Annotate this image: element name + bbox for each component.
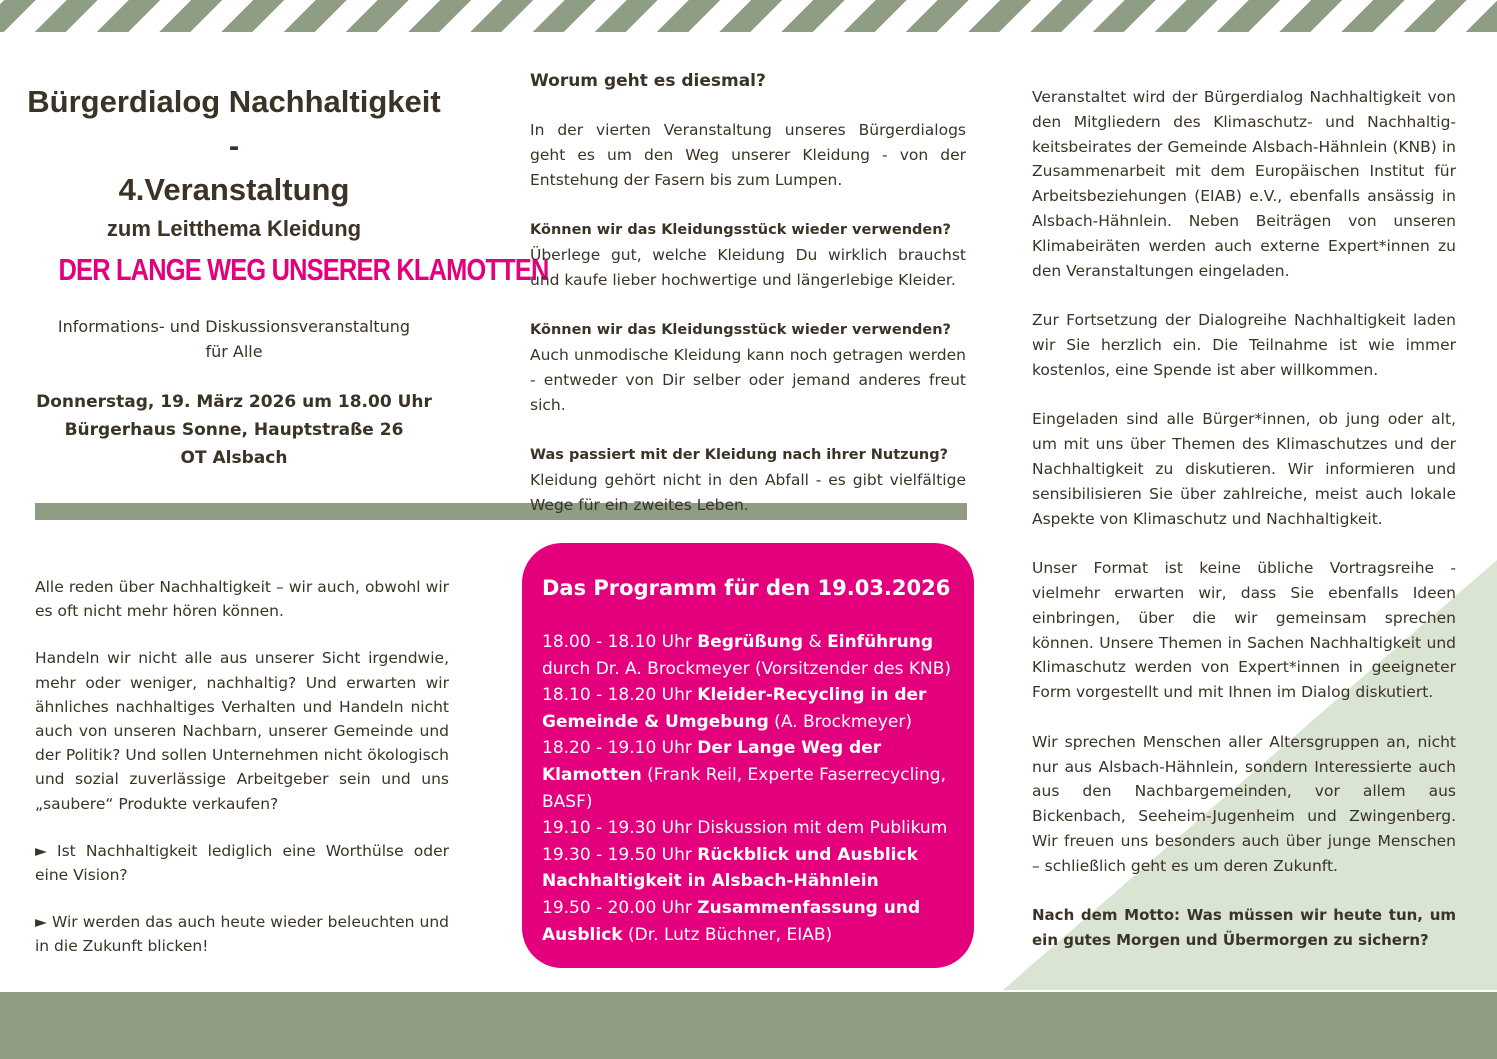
top-stripe-band	[0, 0, 1497, 32]
topic-question: Können wir das Kleidungsstück wieder verwenden?	[530, 322, 951, 339]
program-topic: Kleider-Recycling in der Gemeinde & Umgebung	[542, 685, 927, 732]
event-info	[20, 314, 448, 364]
organizer-section	[1032, 85, 1456, 978]
audience-paragraph: Eingeladen sind alle Bürger*innen, ob jung oder alt, um mit uns über Themen des Klimaschutzes und der Nachhaltigkeit zu diskutieren. Wir informieren und sensibilisieren Sie über zahlreiche, meist auch lokale Aspekte von Klimaschutz und Nachhaltigkeit.	[1032, 410, 1456, 528]
program-speaker: (Frank Reil, Experte Faserrecycling, BASF)	[542, 764, 946, 812]
info-line: Informations- und Diskussionsveranstaltung	[57, 317, 411, 336]
intro-bullet: ► Ist Nachhaltigkeit lediglich eine Worthülse oder eine Vision?	[35, 841, 449, 885]
event-header	[20, 80, 549, 472]
program-connector: &	[803, 632, 828, 652]
topic-block	[530, 442, 966, 517]
event-title: Bürgerdialog Nachhaltigkeit -	[27, 84, 441, 163]
topic-answer: Auch unmodische Kleidung kann noch getragen werden - entweder von Dir selber oder jemand anderes freut sich.	[530, 346, 966, 414]
intro-paragraph: Alle reden über Nachhaltigkeit – wir auch, obwohl wir es oft nicht mehr hören können.	[35, 578, 449, 621]
topic-answer: Kleidung gehört nicht in den Abfall - es gibt vielfältige Wege für ein zweites Leben.	[530, 471, 966, 514]
intro-text	[35, 575, 449, 982]
program-item	[542, 629, 964, 682]
topic-intro: In der vierten Veranstaltung unseres Bürgerdialogs geht es um den Weg unserer Kleidung - von der Entstehung der Fasern bis zum Lumpen.	[530, 121, 966, 189]
topic-heading: Worum geht es diesmal?	[530, 71, 766, 91]
event-date: Donnerstag, 19. März 2026 um 18.00 Uhr	[36, 392, 432, 412]
event-venue: Bürgerhaus Sonne, Hauptstraße 26	[64, 420, 404, 440]
program-item	[542, 842, 964, 895]
program-speaker: (Dr. Lutz Büchner, EIAB)	[622, 924, 833, 945]
program-item	[542, 735, 964, 815]
event-number: 4.Veranstaltung	[118, 172, 350, 207]
program-topic: Zusammenfassung und Ausblick	[542, 897, 921, 945]
program-item	[542, 815, 964, 842]
format-paragraph: Unser Format ist keine übliche Vortragsreihe - vielmehr erwarten wir, dass Sie ebenfalls Ideen einbringen, über die wir gemeinsam sprechen können. Unsere Themen in Sachen Nachhaltigkeit und Klimaschutz werden von Expert*innen in geeigneter Form vorgestellt und mit Ihnen im Dialog diskutiert.	[1032, 559, 1456, 702]
event-date-venue	[20, 388, 448, 472]
target-group-paragraph: Wir sprechen Menschen aller Altersgruppen an, nicht nur aus Alsbach-Hähnlein, sondern Interessierte auch aus den Nachbargemeinden, vor allem aus Bickenbach, Seeheim-Jugenheim und Zwingenberg. Wir freuen uns besonders auch über junge Menschen – schließlich geht es um deren Zukunft.	[1032, 732, 1456, 875]
program-time: 19.30 - 19.50 Uhr	[542, 844, 698, 865]
program-time: 19.50 - 20.00 Uhr	[542, 897, 698, 918]
program-speaker: (A. Brockmeyer)	[768, 711, 912, 732]
program-item	[542, 895, 964, 948]
program-title: Das Programm für den 19.03.2026	[542, 576, 951, 600]
invitation-paragraph: Zur Fortsetzung der Dialogreihe Nachhaltigkeit laden wir Sie herzlich ein. Die Teilnahme ist wie immer kostenlos, eine Spende ist aber willkommen.	[1032, 311, 1456, 379]
topic-question: Was passiert mit der Kleidung nach ihrer Nutzung?	[530, 447, 949, 464]
topic-block	[530, 217, 966, 292]
program-topic: Begrüßung	[697, 632, 804, 652]
intro-bullet: ► Wir werden das auch heute wieder beleuchten und in die Zukunft blicken!	[35, 913, 449, 956]
intro-paragraph: Handeln wir nicht alle aus unserer Sicht irgendwie, mehr oder weniger, nachhaltig? Und erwarten wir ähnliches nachhaltiges Verhalten und Handeln nicht auch von unseren Nachbarn, unserer Gemeinde und der Politik? Und sollen Unternehmen nicht ökologisch und sozial zuverlässige Arbeitgeber sein und uns „saubere“ Produkte verkaufen?	[35, 649, 449, 813]
topic-question: Können wir das Kleidungsstück wieder verwenden?	[530, 222, 951, 239]
event-district: OT Alsbach	[180, 448, 288, 468]
program-time: 18.00 - 18.10 Uhr	[542, 632, 698, 652]
topic-answer: Überlege gut, welche Kleidung Du wirklich brauchst und kaufe lieber hochwertige und längerlebige Kleider.	[530, 245, 966, 289]
program-topic: Einführung	[827, 632, 934, 652]
program-box	[522, 543, 974, 968]
event-slogan: DER LANGE WEG UNSERER KLAMOTTEN	[58, 252, 549, 287]
topic-block	[530, 317, 966, 417]
topic-section	[530, 68, 966, 543]
program-time: 19.10 - 19.30 Uhr Diskussion mit dem Publikum	[542, 818, 948, 839]
program-topic: Der Lange Weg der Klamotten	[542, 738, 882, 785]
bottom-bar	[0, 992, 1497, 1059]
program-time: 18.10 - 18.20 Uhr	[542, 685, 698, 706]
organizer-paragraph: Veranstaltet wird der Bürgerdialog Nachhaltigkeit von den Mitgliedern des Klimaschutz- und Nachhaltigkeitsbeirates der Gemeinde Alsbach-Hähnlein (KNB) in Zusammenarbeit mit dem Europäischen Institut für Arbeitsbeziehungen (EIAB) e.V., ebenfalls ansässig in Alsbach-Hähnlein. Neben Beiträgen von unseren Klimabeiräten werden auch externe Expert*innen zu den Veranstaltungen eingeladen.	[1032, 88, 1456, 280]
program-speaker: durch Dr. A. Brockmeyer (Vorsitzender des KNB)	[542, 658, 952, 679]
program-time: 18.20 - 19.10 Uhr	[542, 738, 698, 759]
program-item	[542, 682, 964, 735]
info-line: für Alle	[205, 342, 263, 361]
program-topic: Rückblick und Ausblick Nachhaltigkeit in Alsbach-Hähnlein	[542, 844, 918, 892]
motto: Nach dem Motto: Was müssen wir heute tun, um ein gutes Morgen und Übermorgen zu sichern?	[1032, 906, 1456, 950]
event-subtitle: zum Leitthema Kleidung	[106, 216, 362, 241]
